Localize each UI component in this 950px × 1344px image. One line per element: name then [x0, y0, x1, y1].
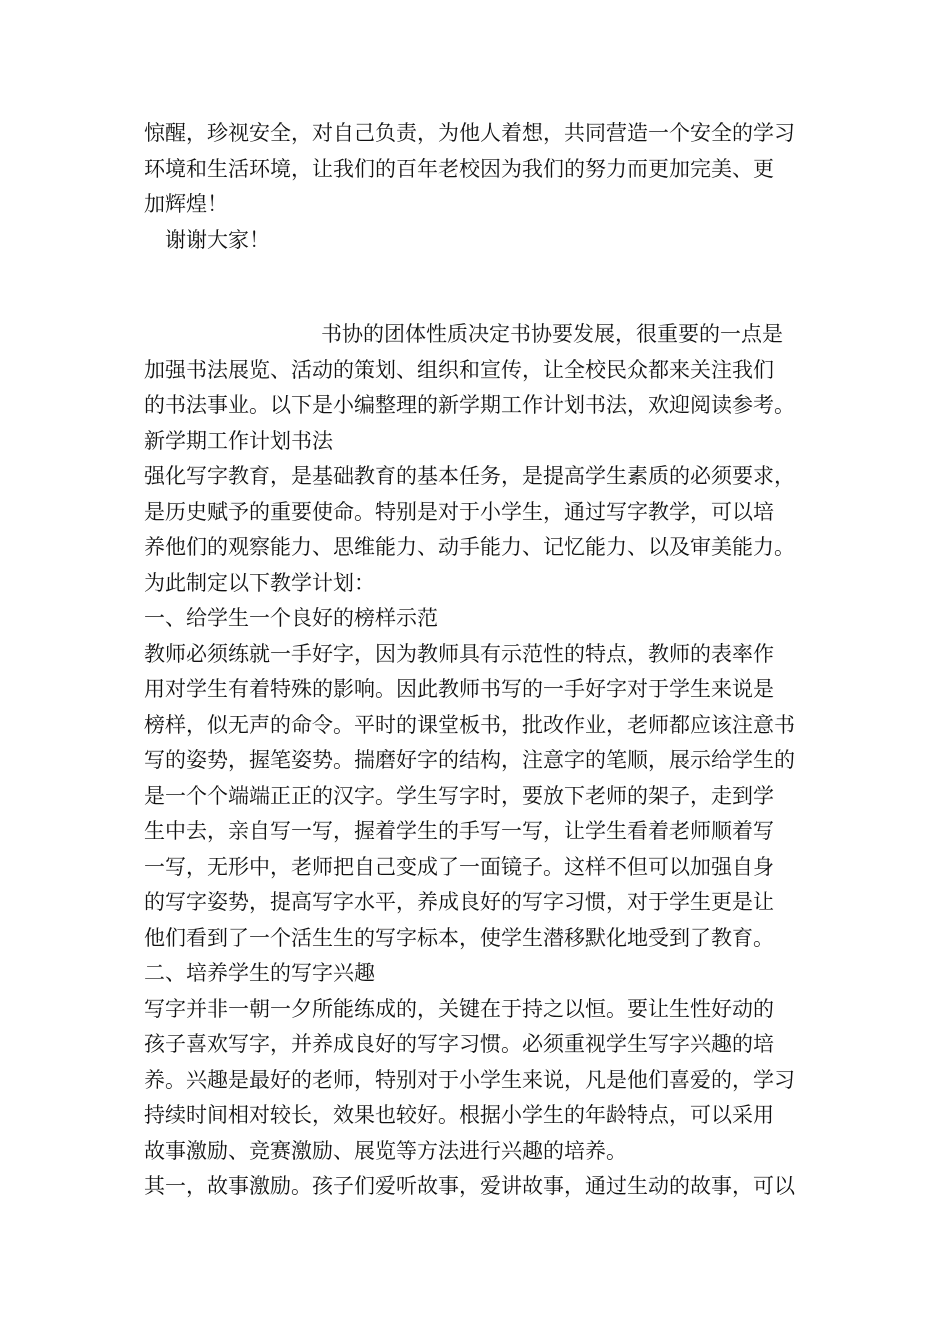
text-line: 教师必须练就一手好字，因为教师具有示范性的特点，教师的表率作: [144, 641, 774, 666]
paragraph-intro-plan: [144, 459, 814, 601]
text-line: 持续时间相对较长，效果也较好。根据小学生的年龄特点，可以采用: [144, 1103, 774, 1127]
text-line: 榜样，似无声的命令。平时的课堂板书，批改作业，老师都应该注意书: [144, 712, 795, 737]
section-2-body: [144, 992, 814, 1205]
text-line: 为此制定以下教学计划：: [144, 570, 375, 595]
document-title: 新学期工作计划书法: [144, 428, 333, 453]
text-line: 用对学生有着特殊的影响。因此教师书写的一手好字对于学生来说是: [144, 677, 774, 701]
text-line: 加辉煌！: [144, 192, 228, 216]
text-line: 养。兴趣是最好的老师，特别对于小学生来说，凡是他们喜爱的，学习: [144, 1067, 795, 1092]
text-line: 写字并非一朝一夕所能练成的，关键在于持之以恒。要让生性好动的: [144, 996, 774, 1021]
intro-paragraph: [144, 317, 814, 424]
text-line: 是历史赋予的重要使命。特别是对于小学生，通过写字教学，可以培: [144, 499, 774, 524]
text-line: 生中去，亲自写一写，握着学生的手写一写，让学生看着老师顺着写: [144, 819, 774, 843]
text-line: 环境和生活环境，让我们的百年老校因为我们的努力而更加完美、更: [144, 156, 774, 181]
text-line: 书协的团体性质决定书协要发展，很重要的一点是: [321, 322, 783, 346]
text-line: 他们看到了一个活生生的写字标本，使学生潜移默化地受到了教育。: [144, 925, 774, 950]
text-line: 惊醒，珍视安全，对自己负责，为他人着想，共同营造一个安全的学习: [144, 121, 795, 145]
text-line: 强化写字教育，是基础教育的基本任务，是提高学生素质的必须要求，: [144, 464, 795, 488]
section-heading: 二、培养学生的写字兴趣: [144, 961, 375, 985]
text-line: 写的姿势，握笔姿势。揣磨好字的结构，注意字的笔顺，展示给学生的: [144, 748, 795, 772]
text-line: 是一个个端端正正的汉字。学生写字时，要放下老师的架子，走到学: [144, 783, 774, 808]
section-1-body: [144, 637, 814, 957]
text-line: 养他们的观察能力、思维能力、动手能力、记忆能力、以及审美能力。: [144, 535, 795, 559]
document-body: [144, 116, 814, 1205]
closing-paragraph: [144, 116, 814, 223]
text-line: 其一，故事激励。孩子们爱听故事，爱讲故事，通过生动的故事，可以: [144, 1174, 795, 1198]
section-heading: 一、给学生一个良好的榜样示范: [144, 606, 438, 630]
section-gap: [144, 258, 814, 317]
text-line: 孩子喜欢写字，并养成良好的写字习惯。必须重视学生写字兴趣的培: [144, 1032, 774, 1056]
text-line: 加强书法展览、活动的策划、组织和宣传，让全校民众都来关注我们: [144, 357, 774, 382]
text-line: 的写字姿势，提高写字水平，养成良好的写字习惯，对于学生更是让: [144, 890, 774, 914]
text-line: 一写，无形中，老师把自己变成了一面镜子。这样不但可以加强自身: [144, 854, 774, 879]
text-line: 的书法事业。以下是小编整理的新学期工作计划书法，欢迎阅读参考。: [144, 393, 795, 417]
text-line: 故事激励、竞赛激励、展览等方法进行兴趣的培养。: [144, 1138, 627, 1163]
thanks-line: 谢谢大家！: [165, 227, 270, 252]
